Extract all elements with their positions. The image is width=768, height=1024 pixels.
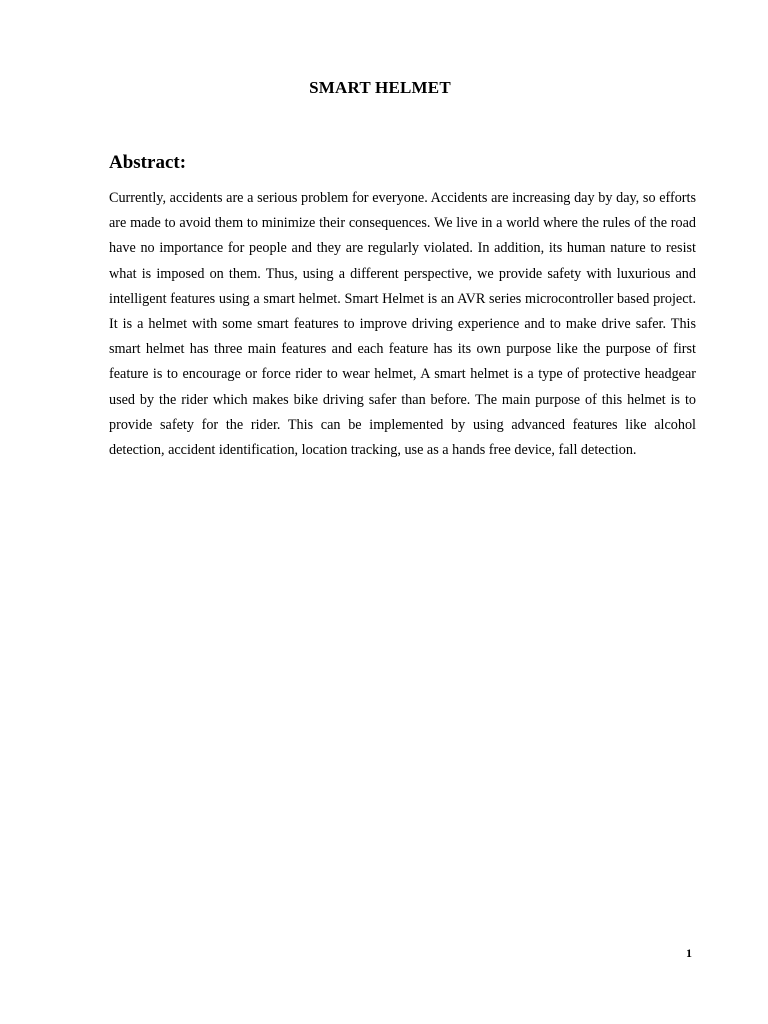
document-title: SMART HELMET: [309, 78, 451, 97]
abstract-paragraph: Currently, accidents are a serious problem for everyone. Accidents are increasing day by day, so efforts are made to avoid them to minimize their consequences. We live in a world where the rules of the road have no importance for people and they are regularly violated. In addition, its human nature to resist what is imposed on them. Thus, using a different perspective, we provide safety with luxurious and intelligent features using a smart helmet. Smart Helmet is an AVR series microcontroller based project. It is a helmet with some smart features to improve driving experience and to make drive safer. This smart helmet has three main features and each feature has its own purpose like the purpose of first feature is to encourage or force rider to wear helmet, A smart helmet is a type of protective headgear used by the rider which makes bike driving safer than before. The main purpose of this helmet is to provide safety for the rider. This can be implemented by using advanced features like alcohol detection, accident identification, location tracking, use as a hands free device, fall detection.: [109, 190, 696, 459]
abstract-heading: Abstract:: [109, 152, 187, 173]
page-number: 1: [686, 946, 692, 960]
